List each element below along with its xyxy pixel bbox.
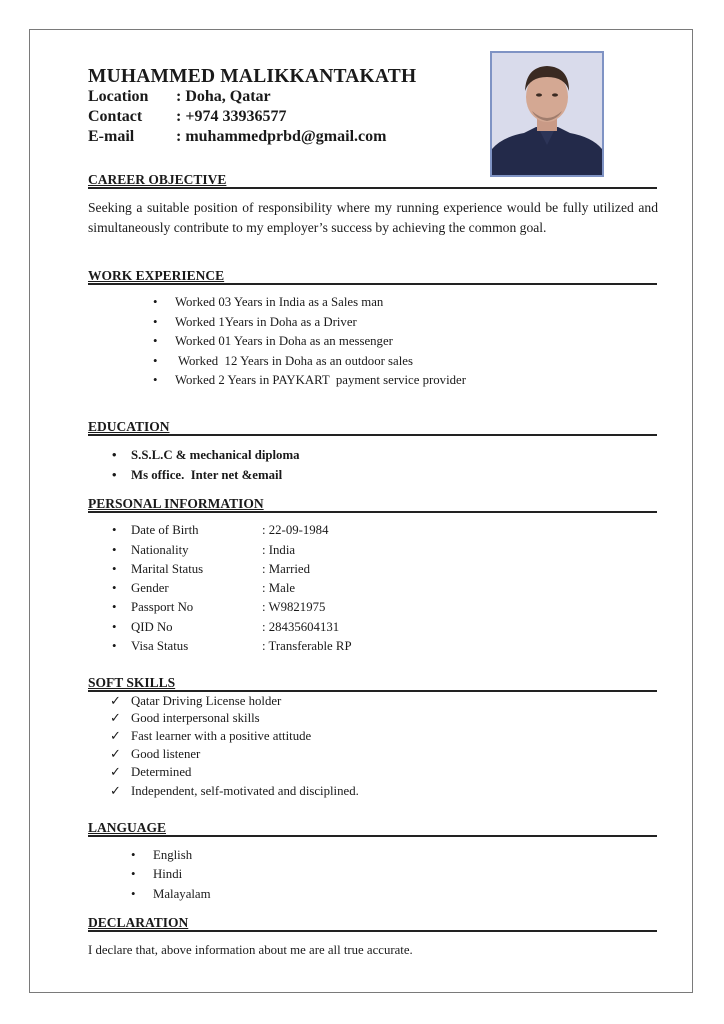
bullet-icon: • bbox=[131, 848, 136, 862]
checkmark-icon: ✓ bbox=[110, 784, 121, 798]
email-label: E-mail bbox=[88, 128, 135, 145]
location-value: : Doha, Qatar bbox=[176, 88, 271, 105]
section-heading-work-experience: WORK EXPERIENCE bbox=[88, 268, 657, 285]
section-heading-personal-information: PERSONAL INFORMATION bbox=[88, 496, 657, 513]
section-heading-soft-skills: SOFT SKILLS bbox=[88, 675, 657, 692]
bullet-icon: • bbox=[112, 581, 117, 595]
checkmark-icon: ✓ bbox=[110, 747, 121, 761]
email-row bbox=[88, 128, 386, 146]
bullet-icon: • bbox=[112, 562, 117, 576]
bullet-icon: • bbox=[112, 600, 117, 614]
bullet-icon: • bbox=[153, 334, 158, 348]
checkmark-icon: ✓ bbox=[110, 694, 121, 708]
bullet-icon: • bbox=[153, 354, 158, 368]
declaration-text: I declare that, above information about me are all true accurate. bbox=[88, 943, 413, 957]
section-heading-education: EDUCATION bbox=[88, 419, 657, 436]
bullet-icon: • bbox=[112, 543, 117, 557]
email-value: : muhammedprbd@gmail.com bbox=[176, 128, 387, 145]
contact-row bbox=[88, 108, 286, 126]
bullet-icon: • bbox=[112, 468, 117, 482]
bullet-icon: • bbox=[153, 295, 158, 309]
candidate-name: MUHAMMED MALIKKANTAKATH bbox=[88, 66, 417, 87]
bullet-icon: • bbox=[112, 620, 117, 634]
section-heading-language: LANGUAGE bbox=[88, 820, 657, 837]
bullet-icon: • bbox=[112, 448, 117, 462]
bullet-icon: • bbox=[153, 373, 158, 387]
section-heading-declaration: DECLARATION bbox=[88, 915, 657, 932]
bullet-icon: • bbox=[131, 887, 136, 901]
bullet-icon: • bbox=[153, 315, 158, 329]
contact-label: Contact bbox=[88, 108, 143, 125]
career-objective-text: Seeking a suitable position of responsibility where my running experience would be fully utilized and simultaneously contribute to my employer’s success by achieving the common goal. bbox=[88, 200, 658, 235]
checkmark-icon: ✓ bbox=[110, 765, 121, 779]
profile-photo bbox=[490, 51, 604, 177]
contact-value: : +974 33936577 bbox=[176, 108, 287, 125]
bullet-icon: • bbox=[131, 867, 136, 881]
section-heading-career-objective: CAREER OBJECTIVE bbox=[88, 172, 657, 189]
bullet-icon: • bbox=[112, 523, 117, 537]
person-photo-icon bbox=[492, 53, 602, 175]
checkmark-icon: ✓ bbox=[110, 729, 121, 743]
bullet-icon: • bbox=[112, 639, 117, 653]
checkmark-icon: ✓ bbox=[110, 711, 121, 725]
location-label: Location bbox=[88, 88, 149, 105]
location-row bbox=[88, 88, 271, 106]
